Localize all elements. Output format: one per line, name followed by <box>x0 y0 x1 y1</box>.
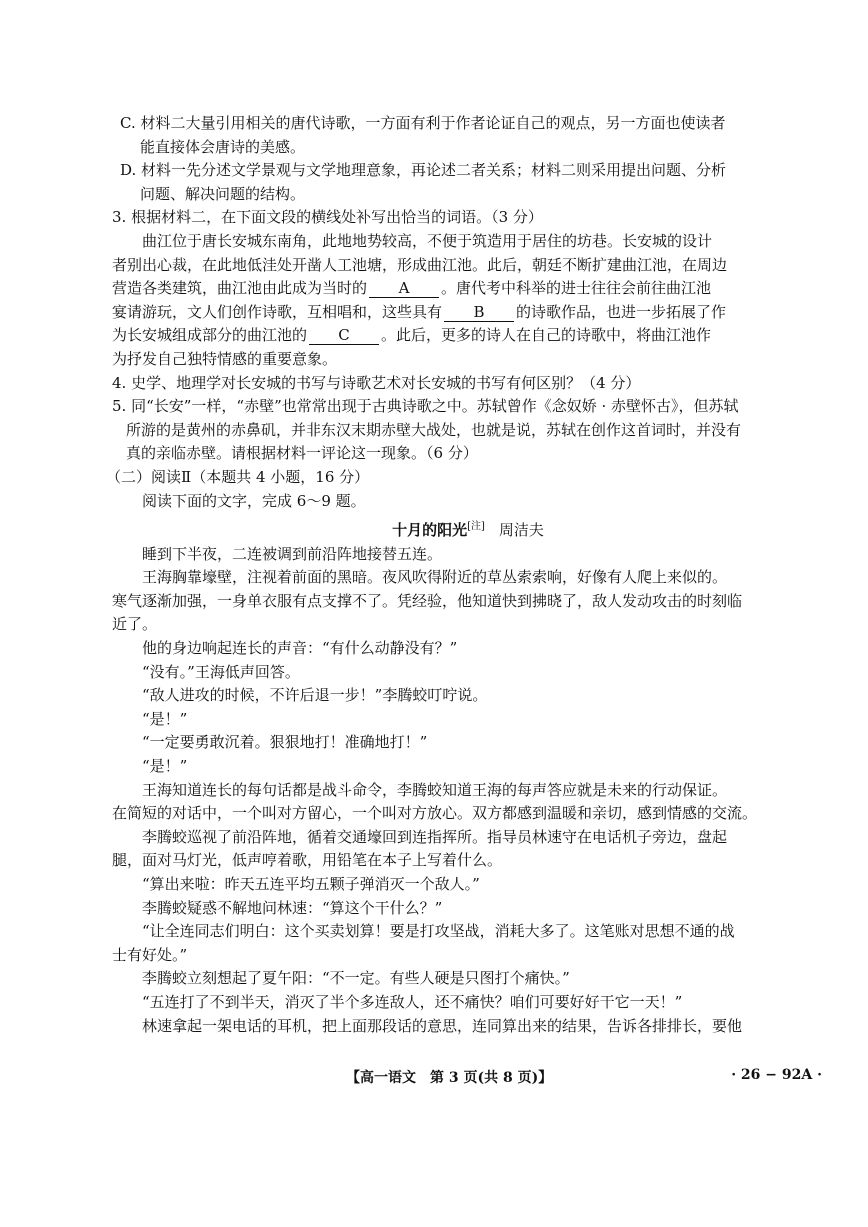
exam-code: · 26 − 92A · <box>731 1067 822 1083</box>
blank-a[interactable]: A <box>369 279 439 298</box>
story-body <box>112 543 824 1038</box>
story-line: 李腾蛟疑惑不解地问林速：“算这个干什么？” <box>142 898 443 917</box>
q3-passage-line-1: 曲江位于唐长安城东南角，此地地势较高，不便于筑造用于居住的坊巷。长安城的设计 <box>142 231 713 250</box>
story-line: “一定要勇敢沉着。狠狠地打！准确地打！” <box>142 733 428 752</box>
story-title: 十月的阳光[注] 周洁夫 <box>392 521 544 540</box>
story-line: “是！” <box>142 709 188 728</box>
note-marker: [注] <box>467 521 485 533</box>
story-line: 王海知道连长的每句话都是战斗命令，李腾蛟知道王海的每声答应就是未来的行动保证。 <box>142 780 728 799</box>
option-c-line-2: 能直接体会唐诗的美感。 <box>140 137 306 156</box>
option-d-line-1: D. 材料一先分述文学景观与文学地理意象，再论述二者关系；材料二则采用提出问题、分析 <box>120 161 727 180</box>
story-line: “敌人进攻的时候，不许后退一步！”李腾蛟叮咛说。 <box>142 686 488 705</box>
question-5-line-1: 5. 同“长安”一样，“赤壁”也常常出现于古典诗歌之中。苏轼曾作《念奴娇 · 赤壁怀古》，但苏轼 <box>112 397 739 416</box>
story-line: 李腾蛟立刻想起了夏午阳：“不一定。有些人硬是只图打个痛快。” <box>142 969 570 988</box>
question-3-stem: 3. 根据材料二，在下面文段的横线处补写出恰当的词语。（3 分） <box>112 208 543 227</box>
section-heading: （二）阅读Ⅱ（本题共 4 小题，16 分） <box>106 467 370 486</box>
story-line: “让全连同志们明白：这个买卖划算！要是打攻坚战，消耗大多了。这笔账对思想不通的战 <box>142 922 735 941</box>
story-line: 寒气逐渐加强，一身单衣服有点支撑不了。凭经验，他知道快到拂晓了，敌人发动攻击的时刻临 <box>112 591 743 610</box>
story-line: 王海胸靠壕壁，注视着前面的黑暗。夜风吹得附近的草丛索索响，好像有人爬上来似的。 <box>142 568 728 587</box>
question-5-line-2: 所游的是黄州的赤鼻矶，并非东汉末期赤壁大战处，也就是说，苏轼在创作这首词时，并没有 <box>126 420 742 439</box>
story-line: “算出来啦：昨天五连平均五颗子弹消灭一个敌人。” <box>142 875 480 893</box>
story-line: “没有。”王海低声回答。 <box>142 662 300 681</box>
blank-b[interactable]: B <box>444 303 514 322</box>
q3-passage-line-6: 为抒发自己独特情感的重要意象。 <box>112 349 338 368</box>
story-line: “五连打了不到半天，消灭了半个多连敌人，还不痛快？咱们可要好好干它一天！” <box>142 992 683 1011</box>
story-line: 李腾蛟巡视了前沿阵地，循着交通壕回到连指挥所。指导员林速守在电话机子旁边，盘起 <box>142 827 728 846</box>
q3-passage-line-3: 营造各类建筑，曲江池由此成为当时的 A 。唐代考中科举的进士往往会前往曲江池 <box>112 279 712 298</box>
story-line: 林速拿起一架电话的耳机，把上面那段话的意思，连同算出来的结果，告诉各排排长，要他 <box>142 1016 743 1035</box>
section-instruction: 阅读下面的文字，完成 6～9 题。 <box>142 491 366 510</box>
q3-passage-line-2: 者别出心裁，在此地低洼处开凿人工池塘，形成曲江池。此后，朝廷不断扩建曲江池，在周边 <box>112 255 728 274</box>
option-d-line-2: 问题、解决问题的结构。 <box>140 184 306 203</box>
story-line: 在简短的对话中，一个叫对方留心，一个叫对方放心。双方都感到温暖和亲切，感到情感的交流。 <box>112 804 758 823</box>
story-author: 周洁夫 <box>498 521 544 540</box>
story-line: 腿，面对马灯光，低声哼着歌，用铅笔在本子上写着什么。 <box>112 851 503 870</box>
story-line: 士有好处。” <box>112 945 188 964</box>
question-4: 4. 史学、地理学对长安城的书写与诗歌艺术对长安城的书写有何区别？（4 分） <box>112 373 641 392</box>
story-line: 他的身边响起连长的声音：“有什么动静没有？” <box>142 639 458 658</box>
blank-c[interactable]: C <box>309 326 379 345</box>
page-info: 【高一语文 第 3 页(共 8 页)】 <box>346 1070 553 1086</box>
story-line: “是！” <box>142 757 188 776</box>
question-5-line-3: 真的亲临赤壁。请根据材料一评论这一现象。（6 分） <box>126 444 478 463</box>
option-c-line-1: C. 材料二大量引用相关的唐代诗歌，一方面有利于作者论证自己的观点，另一方面也使读者 <box>120 114 726 132</box>
q3-passage-line-5: 为长安城组成部分的曲江池的 C 。此后，更多的诗人在自己的诗歌中，将曲江池作 <box>112 326 712 345</box>
story-line: 近了。 <box>112 615 158 634</box>
q3-passage-line-4: 宴请游玩，文人们创作诗歌，互相唱和，这些具有 B 的诗歌作品，也进一步拓展了作 <box>112 302 727 321</box>
story-line: 睡到下半夜，二连被调到前沿阵地接替五连。 <box>142 544 443 563</box>
